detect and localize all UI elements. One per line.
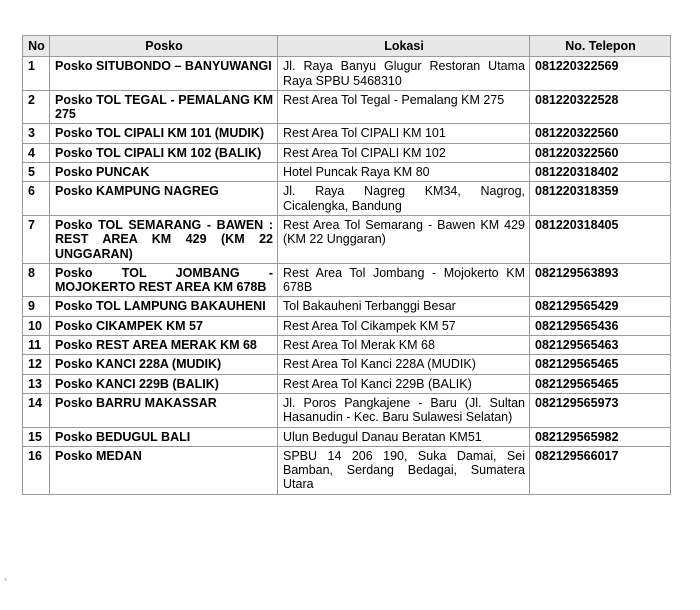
- cell-lokasi: [278, 163, 530, 182]
- table-row: [23, 316, 671, 335]
- column-header-telepon: No. Telepon: [530, 36, 671, 57]
- cell-lokasi: [278, 336, 530, 355]
- table-row: [23, 374, 671, 393]
- cell-lokasi: [278, 124, 530, 143]
- cell-no: 7: [23, 215, 50, 263]
- cell-posko-text: Posko BARRU MAKASSAR: [55, 395, 217, 410]
- cell-lokasi: [278, 355, 530, 374]
- cell-no: 15: [23, 427, 50, 446]
- cell-posko: [50, 215, 278, 263]
- cell-posko-text: Posko KAMPUNG NAGREG: [55, 184, 219, 199]
- table-row: [23, 263, 671, 297]
- posko-table-container: [22, 35, 670, 495]
- column-header-posko: Posko: [50, 36, 278, 57]
- table-row: [23, 143, 671, 162]
- cell-posko: [50, 182, 278, 216]
- table-row: [23, 393, 671, 427]
- cell-telepon: 081220322569: [530, 57, 671, 91]
- column-header-no: No: [23, 36, 50, 57]
- cell-telepon: 082129565463: [530, 336, 671, 355]
- cell-posko: [50, 143, 278, 162]
- table-row: [23, 124, 671, 143]
- cell-telepon: 082129565982: [530, 427, 671, 446]
- cell-lokasi-text: Rest Area Tol CIPALI KM 102: [283, 145, 446, 160]
- cell-no: 3: [23, 124, 50, 143]
- cell-posko-text: Posko REST AREA MERAK KM 68: [55, 338, 257, 353]
- cell-no: 11: [23, 336, 50, 355]
- cell-telepon: 082129565973: [530, 393, 671, 427]
- cell-no: 8: [23, 263, 50, 297]
- cell-lokasi-text: Rest Area Tol CIPALI KM 101: [283, 126, 446, 141]
- cell-no: 14: [23, 393, 50, 427]
- table-row: [23, 90, 671, 124]
- cell-no: 1: [23, 57, 50, 91]
- cell-posko-text: Posko KANCI 229B (BALIK): [55, 376, 219, 391]
- cell-lokasi: [278, 427, 530, 446]
- cell-telepon: 082129565429: [530, 297, 671, 316]
- cell-posko-text: Posko KANCI 228A (MUDIK): [55, 357, 222, 372]
- table-row: [23, 297, 671, 316]
- cell-telepon: 081220318359: [530, 182, 671, 216]
- cell-telepon: 082129565465: [530, 355, 671, 374]
- cell-posko-text: Posko TOL JOMBANG - MOJOKERTO REST AREA KM 678B: [55, 265, 273, 295]
- cell-no: 5: [23, 163, 50, 182]
- cell-telepon: 081220322560: [530, 124, 671, 143]
- cell-posko-text: Posko TOL CIPALI KM 102 (BALIK): [55, 145, 262, 160]
- cell-posko-text: Posko CIKAMPEK KM 57: [55, 318, 203, 333]
- cell-lokasi-text: Rest Area Tol Tegal - Pemalang KM 275: [283, 92, 505, 107]
- cell-lokasi-text: Rest Area Tol Cikampek KM 57: [283, 318, 456, 333]
- cell-posko: [50, 263, 278, 297]
- cell-telepon: 081220322528: [530, 90, 671, 124]
- cell-telepon: 082129566017: [530, 446, 671, 494]
- page-artifact-speck: [4, 578, 7, 581]
- cell-posko: [50, 297, 278, 316]
- cell-lokasi-text: Jl. Raya Banyu Glugur Restoran Utama Raya SPBU 5468310: [283, 59, 525, 88]
- cell-lokasi: [278, 393, 530, 427]
- table-row: [23, 215, 671, 263]
- cell-telepon: 082129565465: [530, 374, 671, 393]
- cell-telepon: 081220318402: [530, 163, 671, 182]
- cell-lokasi: [278, 297, 530, 316]
- table-header: [23, 36, 671, 57]
- table-row: [23, 446, 671, 494]
- cell-posko-text: Posko TOL CIPALI KM 101 (MUDIK): [55, 126, 265, 141]
- cell-lokasi: [278, 446, 530, 494]
- column-header-lokasi: Lokasi: [278, 36, 530, 57]
- cell-lokasi-text: Jl. Poros Pangkajene - Baru (Jl. Sultan Hasanudin - Kec. Baru Sulawesi Selatan): [283, 395, 525, 425]
- cell-lokasi-text: Rest Area Tol Kanci 228A (MUDIK): [283, 357, 476, 372]
- cell-lokasi: [278, 263, 530, 297]
- cell-lokasi: [278, 182, 530, 216]
- cell-no: 10: [23, 316, 50, 335]
- cell-posko: [50, 427, 278, 446]
- cell-posko: [50, 163, 278, 182]
- cell-posko: [50, 316, 278, 335]
- cell-lokasi: [278, 143, 530, 162]
- cell-posko: [50, 90, 278, 124]
- cell-posko: [50, 393, 278, 427]
- cell-lokasi-text: Hotel Puncak Raya KM 80: [283, 165, 430, 180]
- cell-no: 6: [23, 182, 50, 216]
- table-row: [23, 57, 671, 91]
- cell-lokasi-text: SPBU 14 206 190, Suka Damai, Sei Bamban, Serdang Bedagai, Sumatera Utara: [283, 448, 525, 492]
- cell-posko-text: Posko TOL LAMPUNG BAKAUHENI: [55, 299, 266, 314]
- table-row: [23, 182, 671, 216]
- cell-no: 12: [23, 355, 50, 374]
- cell-no: 2: [23, 90, 50, 124]
- table-row: [23, 355, 671, 374]
- cell-posko: [50, 336, 278, 355]
- cell-lokasi-text: Rest Area Tol Jombang - Mojokerto KM 678B: [283, 265, 525, 295]
- cell-no: 9: [23, 297, 50, 316]
- table-row: [23, 163, 671, 182]
- cell-posko-text: Posko SITUBONDO – BANYUWANGI: [55, 59, 272, 74]
- cell-lokasi-text: Rest Area Tol Kanci 229B (BALIK): [283, 376, 472, 391]
- table-row: [23, 336, 671, 355]
- cell-posko: [50, 124, 278, 143]
- cell-lokasi: [278, 57, 530, 91]
- cell-lokasi-text: Rest Area Tol Merak KM 68: [283, 338, 435, 353]
- cell-lokasi-text: Jl. Raya Nagreg KM34, Nagrog, Cicalengka, Bandung: [283, 184, 525, 213]
- cell-posko-text: Posko TOL SEMARANG - BAWEN : REST AREA KM 429 (KM 22 UNGGARAN): [55, 217, 273, 261]
- cell-posko: [50, 374, 278, 393]
- cell-posko-text: Posko TOL TEGAL - PEMALANG KM 275: [55, 92, 273, 122]
- cell-posko-text: Posko PUNCAK: [55, 165, 150, 180]
- cell-posko-text: Posko BEDUGUL BALI: [55, 429, 191, 444]
- cell-posko: [50, 446, 278, 494]
- cell-lokasi: [278, 215, 530, 263]
- cell-lokasi-text: Ulun Bedugul Danau Beratan KM51: [283, 429, 482, 444]
- cell-lokasi: [278, 90, 530, 124]
- table-body: [23, 57, 671, 494]
- table-header-row: [23, 36, 671, 57]
- cell-lokasi-text: Rest Area Tol Semarang - Bawen KM 429 (KM 22 Unggaran): [283, 217, 525, 247]
- cell-lokasi-text: Tol Bakauheni Terbanggi Besar: [283, 299, 456, 314]
- cell-telepon: 081220318405: [530, 215, 671, 263]
- cell-posko: [50, 57, 278, 91]
- cell-posko-text: Posko MEDAN: [55, 448, 142, 463]
- posko-table: [22, 35, 671, 495]
- cell-telepon: 082129565436: [530, 316, 671, 335]
- table-row: [23, 427, 671, 446]
- cell-telepon: 082129563893: [530, 263, 671, 297]
- cell-no: 16: [23, 446, 50, 494]
- cell-posko: [50, 355, 278, 374]
- cell-no: 4: [23, 143, 50, 162]
- cell-lokasi: [278, 374, 530, 393]
- cell-telepon: 081220322560: [530, 143, 671, 162]
- cell-no: 13: [23, 374, 50, 393]
- cell-lokasi: [278, 316, 530, 335]
